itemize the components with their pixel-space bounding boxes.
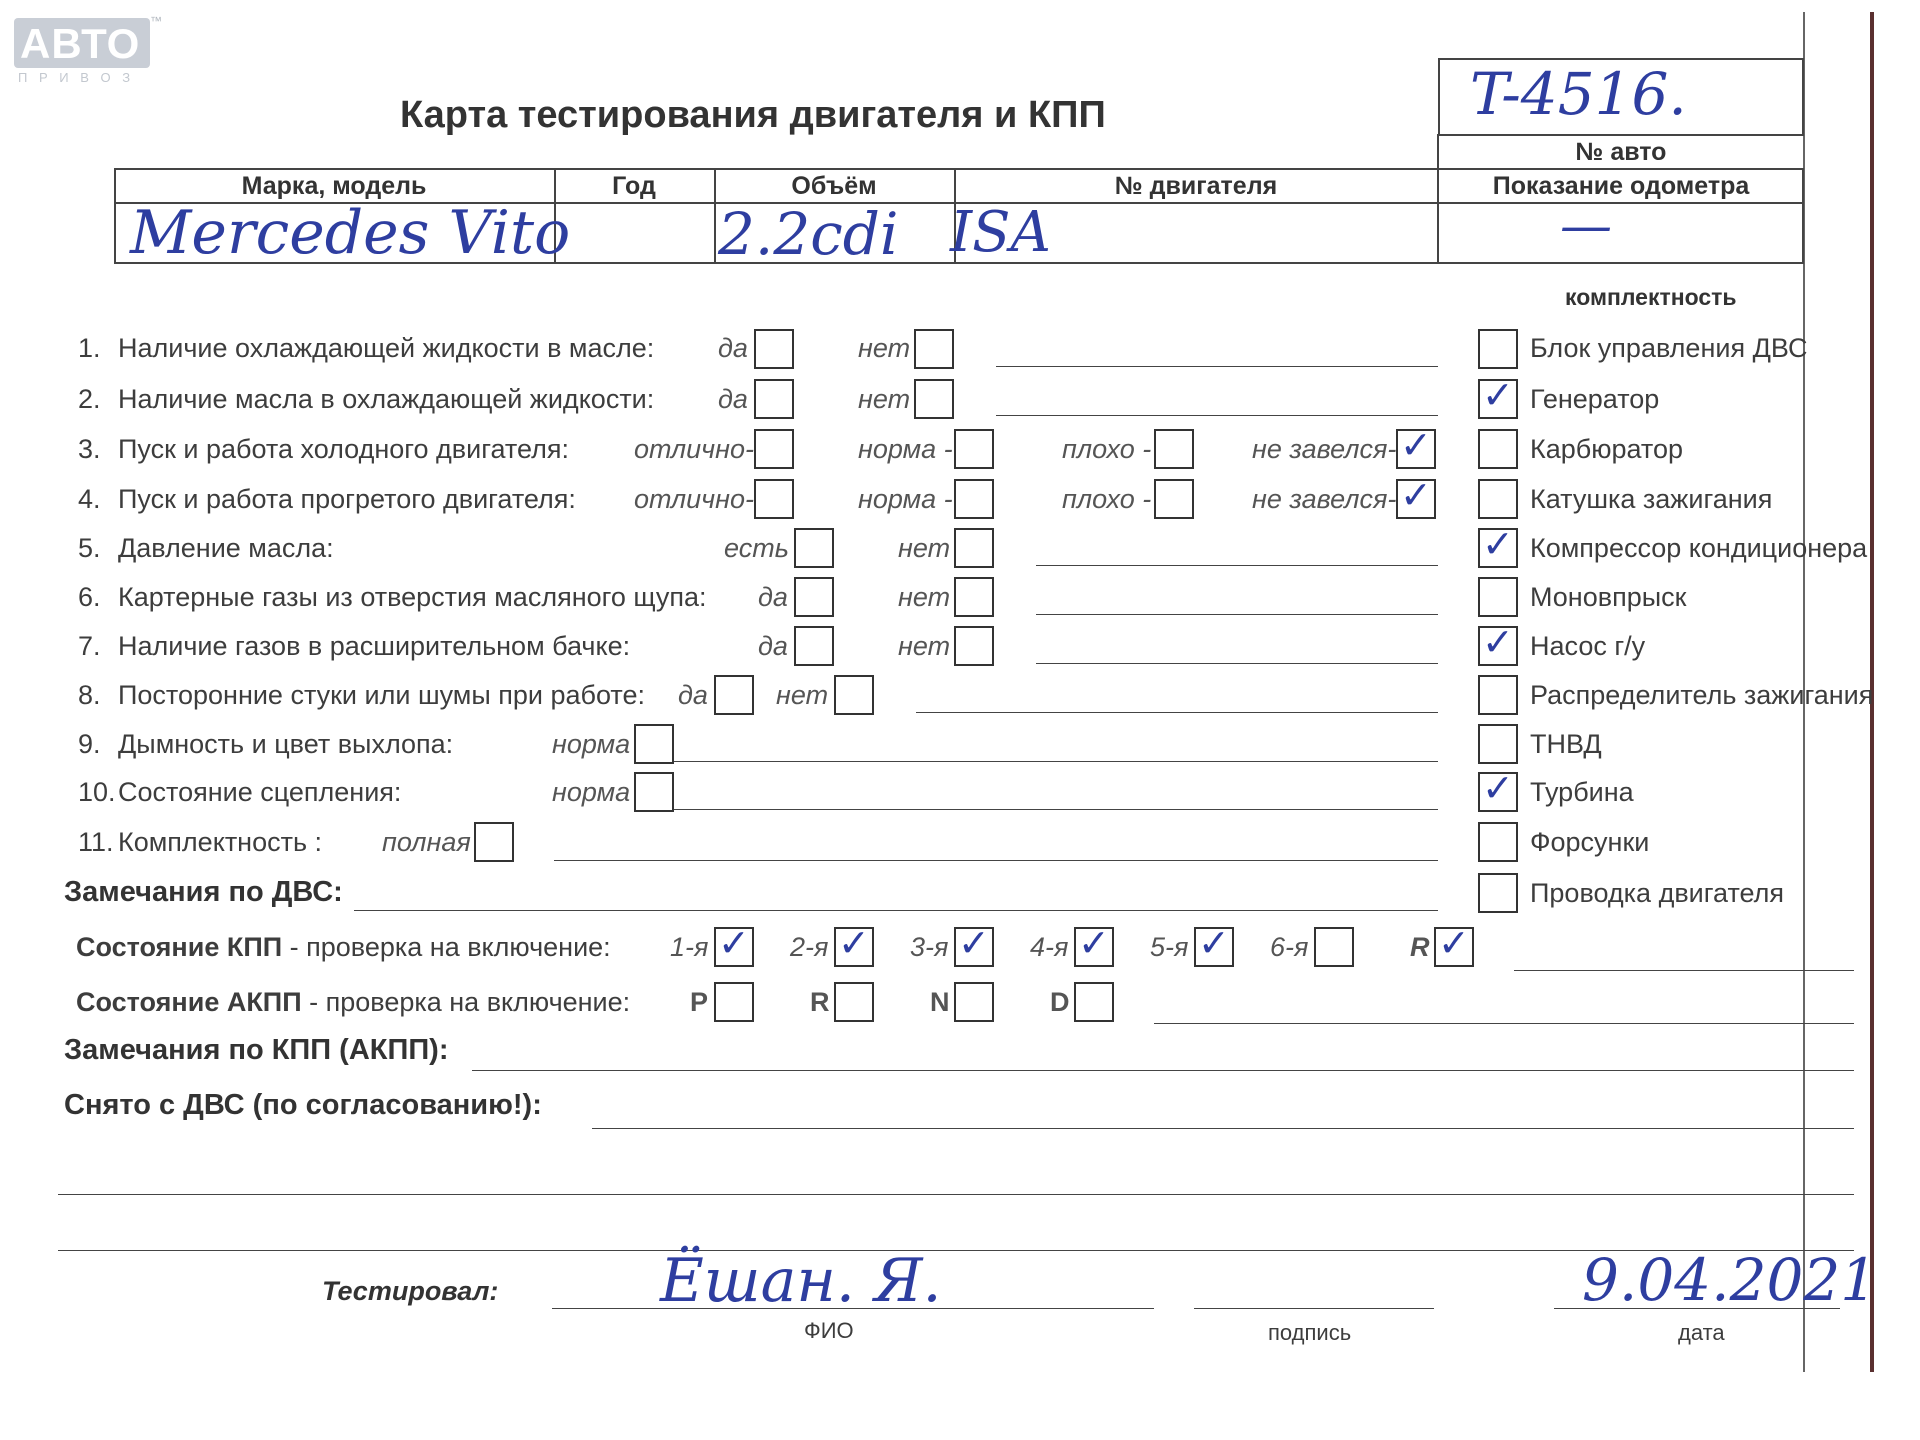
gear-label: 2-я bbox=[790, 932, 829, 962]
date-caption: дата bbox=[1678, 1320, 1725, 1345]
gear-label: R bbox=[1410, 932, 1430, 962]
row7-note-line bbox=[1036, 663, 1438, 664]
row8-yes-checkbox[interactable] bbox=[714, 675, 754, 715]
checklist-item-num: 5. bbox=[78, 533, 101, 563]
checklist-item-num: 8. bbox=[78, 680, 101, 710]
checklist-item-text: Комплектность : bbox=[118, 827, 323, 857]
checklist-item-text: Наличие масла в охлаждающей жидкости: bbox=[118, 384, 655, 414]
completeness-label: Моновпрыск bbox=[1530, 582, 1687, 612]
checklist-item-num: 6. bbox=[78, 582, 101, 612]
completeness-label: Компрессор кондиционера bbox=[1530, 533, 1868, 563]
auto-position-checkbox[interactable] bbox=[1074, 982, 1114, 1022]
completeness-label: Форсунки bbox=[1530, 827, 1650, 857]
option-no: нет bbox=[898, 533, 951, 563]
completeness-checkbox[interactable] bbox=[1478, 766, 1518, 812]
option-no: нет bbox=[776, 680, 829, 710]
gear-label: 5-я bbox=[1150, 932, 1189, 962]
volume-value: 2.2cdi bbox=[718, 200, 899, 268]
manual-gearbox-note-line bbox=[1514, 970, 1854, 971]
tested-by-label: Тестировал: bbox=[322, 1276, 499, 1306]
checklist-item-text: Пуск и работа прогретого двигателя: bbox=[118, 484, 576, 514]
car-no-label: № авто bbox=[1575, 138, 1667, 166]
completeness-checkbox[interactable] bbox=[1478, 675, 1518, 715]
option-no: нет bbox=[858, 333, 911, 363]
name-caption: ФИО bbox=[804, 1318, 854, 1343]
row6-note-line bbox=[1036, 614, 1438, 615]
gearbox-remarks-label: Замечания по КПП (АКПП): bbox=[64, 1034, 449, 1066]
option-normal: норма bbox=[552, 729, 631, 759]
completeness-checkbox[interactable] bbox=[1478, 724, 1518, 764]
checklist-item-num: 7. bbox=[78, 631, 101, 661]
option-excellent: отлично- bbox=[634, 484, 754, 514]
row1-note-line bbox=[996, 366, 1438, 367]
removed-line bbox=[592, 1128, 1854, 1129]
completeness-checkbox[interactable] bbox=[1478, 822, 1518, 862]
row3-bad-checkbox[interactable] bbox=[1154, 429, 1194, 469]
row4-bad-checkbox[interactable] bbox=[1154, 479, 1194, 519]
row7-no-checkbox[interactable] bbox=[954, 626, 994, 666]
gear-checkbox[interactable] bbox=[1434, 921, 1474, 967]
page-title: Карта тестирования двигателя и КПП bbox=[400, 94, 1106, 136]
removed-label-bold: Снято с ДВС bbox=[64, 1089, 245, 1121]
gear-checkbox[interactable] bbox=[1074, 921, 1114, 967]
option-present: есть bbox=[724, 533, 789, 563]
row8-note-line bbox=[916, 712, 1438, 713]
row7-yes-checkbox[interactable] bbox=[794, 626, 834, 666]
checklist-item-num: 10. bbox=[78, 777, 116, 807]
checklist-item-text: Наличие охлаждающей жидкости в масле: bbox=[118, 333, 655, 363]
row10-note-line bbox=[674, 809, 1438, 810]
option-no: нет bbox=[858, 384, 911, 414]
completeness-checkbox[interactable] bbox=[1478, 479, 1518, 519]
check-mark-icon: ✓ bbox=[1482, 620, 1514, 664]
gearbox-remarks-line bbox=[472, 1070, 1854, 1071]
completeness-label: Турбина bbox=[1530, 777, 1634, 807]
row3-excellent-checkbox[interactable] bbox=[754, 429, 794, 469]
logo-tm: ™ bbox=[150, 14, 162, 28]
check-mark-icon: ✓ bbox=[1400, 473, 1432, 517]
completeness-label: Распределитель зажигания bbox=[1530, 680, 1874, 710]
option-yes: да bbox=[718, 333, 748, 363]
row5-note-line bbox=[1036, 565, 1438, 566]
completeness-label: Катушка зажигания bbox=[1530, 484, 1773, 514]
gear-checkbox[interactable] bbox=[1194, 921, 1234, 967]
manual-gearbox-label-rest: - проверка на включение: bbox=[282, 932, 611, 962]
checklist-item-text: Картерные газы из отверстия масляного щупа: bbox=[118, 582, 707, 612]
gear-checkbox[interactable] bbox=[1314, 927, 1354, 967]
auto-gearbox-label-rest: - проверка на включение: bbox=[301, 987, 631, 1017]
auto-gearbox-label bbox=[76, 987, 630, 1018]
checklist-item-num: 11. bbox=[78, 827, 114, 857]
auto-position-checkbox[interactable] bbox=[954, 982, 994, 1022]
checklist-item-text: Пуск и работа холодного двигателя: bbox=[118, 434, 569, 464]
option-yes: да bbox=[758, 631, 788, 661]
completeness-checkbox[interactable] bbox=[1478, 429, 1518, 469]
auto-position-checkbox[interactable] bbox=[714, 982, 754, 1022]
completeness-label: Карбюратор bbox=[1530, 434, 1684, 464]
check-mark-icon: ✓ bbox=[1078, 921, 1110, 965]
gear-checkbox[interactable] bbox=[714, 921, 754, 967]
completeness-label: Блок управления ДВС bbox=[1530, 333, 1808, 363]
checklist-item-text: Дымность и цвет выхлопа: bbox=[118, 729, 454, 759]
checklist-item-num: 1. bbox=[78, 333, 101, 363]
row5-no-checkbox[interactable] bbox=[954, 528, 994, 568]
row5-present-checkbox[interactable] bbox=[794, 528, 834, 568]
completeness-checkbox[interactable] bbox=[1478, 873, 1518, 913]
row11-full-checkbox[interactable] bbox=[474, 822, 514, 862]
completeness-header: комплектность bbox=[1565, 284, 1737, 310]
auto-position-label: D bbox=[1050, 987, 1070, 1017]
engine-remarks-line bbox=[354, 910, 1438, 911]
row2-note-line bbox=[996, 415, 1438, 416]
option-normal: норма bbox=[552, 777, 631, 807]
row8-no-checkbox[interactable] bbox=[834, 675, 874, 715]
checklist-item-text: Посторонние стуки или шумы при работе: bbox=[118, 680, 645, 710]
row9-normal-checkbox[interactable] bbox=[634, 724, 674, 764]
check-mark-icon: ✓ bbox=[1438, 921, 1470, 965]
row2-no-checkbox[interactable] bbox=[914, 379, 954, 419]
option-no: нет bbox=[898, 582, 951, 612]
option-yes: да bbox=[718, 384, 748, 414]
date-line bbox=[1554, 1308, 1840, 1309]
car-id-divider bbox=[1438, 134, 1804, 136]
option-bad: плохо - bbox=[1062, 484, 1152, 514]
check-mark-icon: ✓ bbox=[718, 921, 750, 965]
gear-label: 3-я bbox=[910, 932, 949, 962]
check-mark-icon: ✓ bbox=[1482, 766, 1514, 810]
removed-label-rest: (по согласованию!): bbox=[244, 1089, 542, 1121]
row1-yes-checkbox[interactable] bbox=[754, 329, 794, 369]
completeness-label: Генератор bbox=[1530, 384, 1660, 414]
row6-no-checkbox[interactable] bbox=[954, 577, 994, 617]
completeness-checkbox[interactable] bbox=[1478, 577, 1518, 617]
row10-normal-checkbox[interactable] bbox=[634, 772, 674, 812]
option-not-started: не завелся- bbox=[1252, 484, 1397, 514]
brand-value: Mercedes Vito bbox=[130, 198, 571, 268]
row4-not-started-checkbox[interactable] bbox=[1396, 473, 1436, 519]
option-normal: норма - bbox=[858, 434, 953, 464]
row9-note-line bbox=[674, 761, 1438, 762]
option-yes: да bbox=[758, 582, 788, 612]
logo-main-text: АВТО bbox=[20, 20, 141, 67]
gear-checkbox[interactable] bbox=[954, 921, 994, 967]
row4-normal-checkbox[interactable] bbox=[954, 479, 994, 519]
row4-excellent-checkbox[interactable] bbox=[754, 479, 794, 519]
checklist-item-text: Состояние сцепления: bbox=[118, 777, 402, 807]
option-excellent: отлично- bbox=[634, 434, 754, 464]
check-mark-icon: ✓ bbox=[838, 921, 870, 965]
completeness-label: ТНВД bbox=[1530, 729, 1602, 759]
volume-header: Объём bbox=[791, 172, 877, 200]
row3-not-started-checkbox[interactable] bbox=[1396, 423, 1436, 469]
checklist-item-num: 3. bbox=[78, 434, 101, 464]
manual-gearbox-label-bold: Состояние КПП bbox=[76, 932, 283, 962]
gear-label: 6-я bbox=[1270, 932, 1309, 962]
name-line bbox=[552, 1308, 1154, 1309]
auto-gearbox-note-line bbox=[1154, 1023, 1854, 1024]
completeness-checkbox[interactable] bbox=[1478, 620, 1518, 666]
gear-checkbox[interactable] bbox=[834, 921, 874, 967]
checklist-item-num: 9. bbox=[78, 729, 101, 759]
completeness-label: Насос г/у bbox=[1530, 631, 1646, 661]
brand-header: Марка, модель bbox=[241, 172, 427, 200]
car-id-handwritten: T-4516. bbox=[1470, 60, 1687, 128]
gear-label: 1-я bbox=[670, 932, 709, 962]
row11-note-line bbox=[554, 860, 1438, 861]
removed-label bbox=[64, 1089, 542, 1122]
engine-no-value: ISA bbox=[950, 200, 1051, 265]
signature-line bbox=[1194, 1308, 1434, 1309]
odometer-header: Показание одометра bbox=[1492, 172, 1750, 200]
check-mark-icon: ✓ bbox=[1400, 423, 1432, 467]
auto-position-checkbox[interactable] bbox=[834, 982, 874, 1022]
signature-caption: подпись bbox=[1268, 1320, 1352, 1345]
auto-gearbox-label-bold: Состояние АКПП bbox=[76, 987, 302, 1017]
manual-gearbox-label bbox=[76, 932, 611, 963]
option-no: нет bbox=[898, 631, 951, 661]
completeness-checkbox[interactable] bbox=[1478, 522, 1518, 568]
row2-yes-checkbox[interactable] bbox=[754, 379, 794, 419]
completeness-checkbox[interactable] bbox=[1478, 329, 1518, 369]
row3-normal-checkbox[interactable] bbox=[954, 429, 994, 469]
option-not-started: не завелся- bbox=[1252, 434, 1397, 464]
date-handwritten: 9.04.2021 bbox=[1582, 1246, 1878, 1314]
checklist-item-num: 4. bbox=[78, 484, 101, 514]
auto-position-label: R bbox=[810, 987, 830, 1017]
check-mark-icon: ✓ bbox=[958, 921, 990, 965]
engine-no-header: № двигателя bbox=[1114, 172, 1278, 200]
auto-position-label: P bbox=[690, 987, 709, 1017]
option-normal: норма - bbox=[858, 484, 953, 514]
logo bbox=[14, 18, 150, 68]
logo-sub-text: П Р И В О З bbox=[18, 70, 135, 85]
checklist-item-text: Наличие газов в расширительном бачке: bbox=[118, 631, 631, 661]
tester-name-handwritten: Ёшан. Я. bbox=[660, 1246, 942, 1316]
checklist-item-text: Давление масла: bbox=[118, 533, 334, 563]
completeness-label: Проводка двигателя bbox=[1530, 878, 1784, 908]
year-header: Год bbox=[612, 172, 656, 200]
engine-remarks-label: Замечания по ДВС: bbox=[64, 876, 343, 908]
checklist-item-num: 2. bbox=[78, 384, 101, 414]
completeness-checkbox[interactable] bbox=[1478, 373, 1518, 419]
option-bad: плохо - bbox=[1062, 434, 1152, 464]
blank-line-1 bbox=[58, 1194, 1854, 1195]
check-mark-icon: ✓ bbox=[1198, 921, 1230, 965]
auto-position-label: N bbox=[930, 987, 950, 1017]
check-mark-icon: ✓ bbox=[1482, 522, 1514, 566]
gear-label: 4-я bbox=[1030, 932, 1069, 962]
option-yes: да bbox=[678, 680, 708, 710]
odometer-value: — bbox=[1560, 196, 1612, 256]
row1-no-checkbox[interactable] bbox=[914, 329, 954, 369]
option-full: полная bbox=[382, 827, 471, 857]
row6-yes-checkbox[interactable] bbox=[794, 577, 834, 617]
check-mark-icon: ✓ bbox=[1482, 373, 1514, 417]
